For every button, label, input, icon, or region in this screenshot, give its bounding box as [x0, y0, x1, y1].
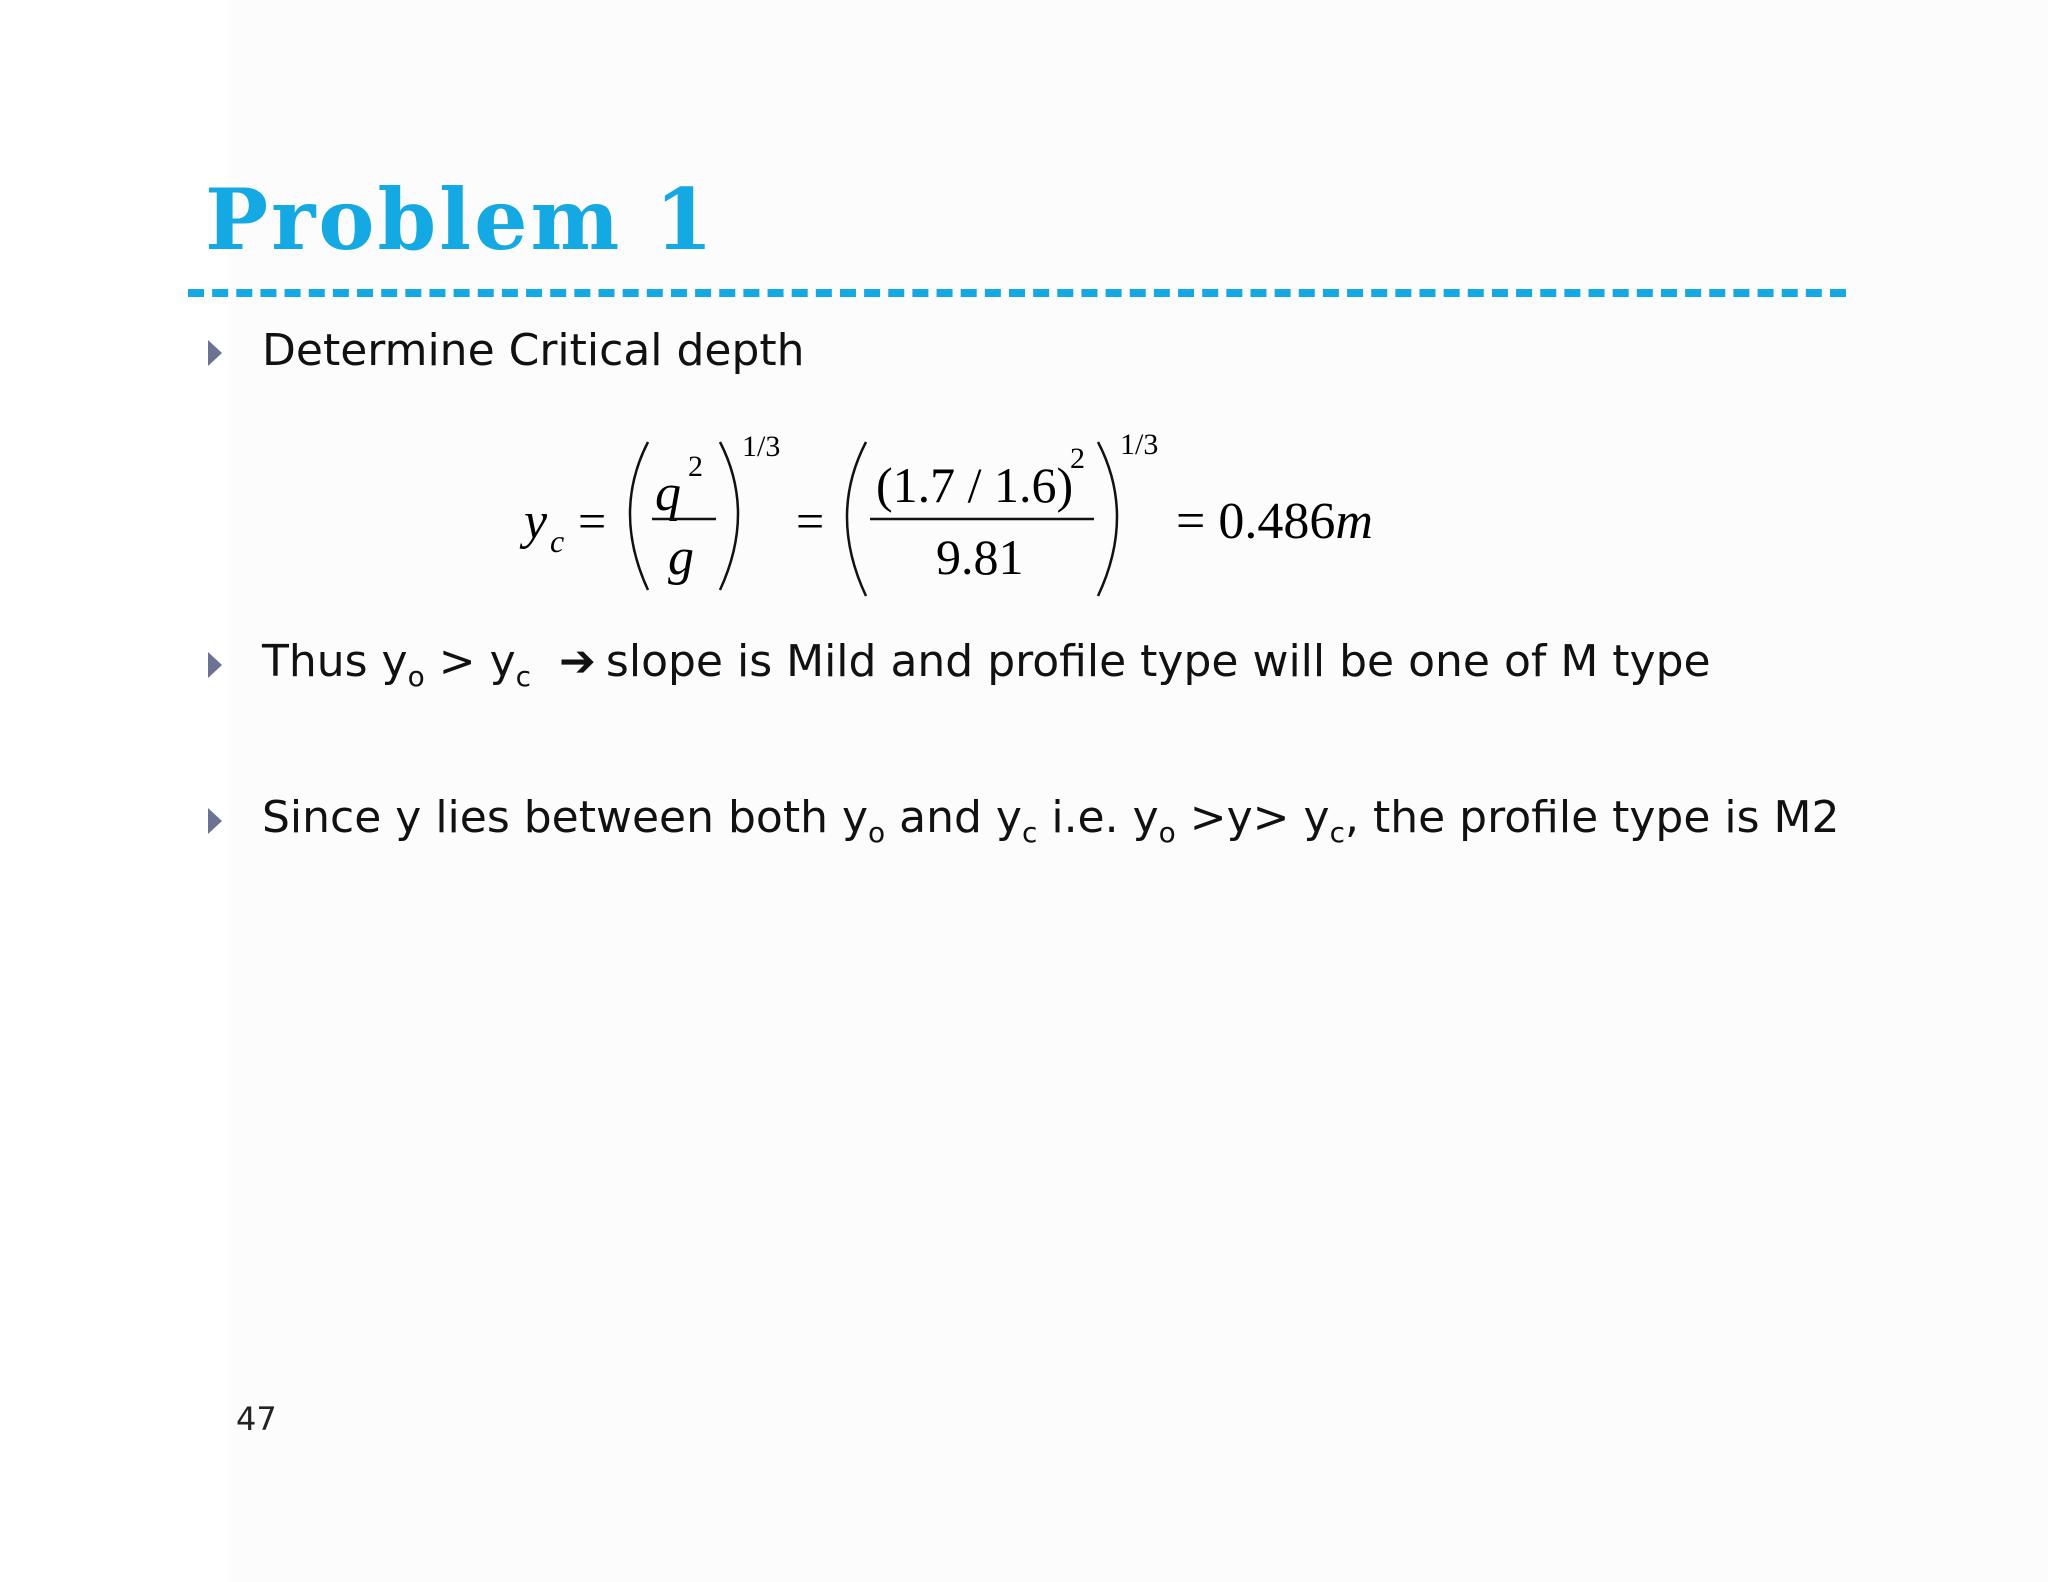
formula-eq-1: = [578, 493, 607, 549]
frac2-numerator: (1.7 / 1.6) [876, 457, 1074, 513]
subscript-c: c [1021, 816, 1038, 849]
subscript-o: o [1158, 816, 1176, 849]
bullet-text-mid: > y [424, 636, 516, 687]
subscript-c: c [515, 660, 532, 693]
bullet-profile-type-m2 [262, 792, 1840, 849]
paren-close-2 [1098, 442, 1117, 596]
formula-result-value: = 0.486 [1176, 493, 1336, 550]
paren-open-2 [847, 442, 866, 596]
frac1-denominator: g [668, 529, 694, 586]
formula-lhs: y [524, 493, 548, 550]
exponent-1: 1/3 [742, 430, 781, 463]
frac2-num-exponent: 2 [1070, 442, 1085, 475]
subscript-o: o [868, 816, 886, 849]
bullet-arrow-icon [208, 808, 222, 834]
bullet-text-part: Since y lies between both y [262, 792, 869, 843]
bullet-thus-mild-slope [262, 636, 1711, 693]
bullet-text-part: , the profile type is M2 [1344, 792, 1840, 843]
formula-svg [500, 420, 1440, 620]
formula-lhs-sub: c [550, 523, 565, 559]
exponent-2: 1/3 [1120, 428, 1159, 461]
bullet-determine-critical-depth [262, 325, 805, 376]
frac1-numerator: q [655, 465, 681, 522]
right-arrow-icon: ➔ [559, 636, 596, 687]
bullet-text-suffix: slope is Mild and profile type will be one of M type [605, 636, 1711, 687]
bullet-text-part: and y [885, 792, 1022, 843]
paren-close-1 [720, 442, 738, 590]
formula-eq-2: = [796, 493, 825, 549]
bullet-text-part: >y> y [1175, 792, 1330, 843]
subscript-c: c [1329, 816, 1345, 849]
page-number: 47 [236, 1400, 277, 1438]
formula-result [1176, 493, 1373, 550]
subscript-o: o [407, 660, 425, 693]
bullet-text-part: i.e. y [1037, 792, 1159, 843]
paren-open-1 [630, 442, 648, 590]
title-divider [188, 289, 1846, 297]
bullet-arrow-icon [208, 652, 222, 678]
frac2-denominator: 9.81 [936, 529, 1024, 585]
slide-title: Problem 1 [205, 170, 717, 269]
formula-result-unit: m [1335, 493, 1373, 550]
bullet-text: Determine Critical depth [262, 325, 805, 376]
frac1-num-exponent: 2 [688, 450, 703, 483]
critical-depth-formula [500, 420, 1440, 620]
bullet-arrow-icon [208, 340, 222, 366]
bullet-text-prefix: Thus y [262, 636, 408, 687]
